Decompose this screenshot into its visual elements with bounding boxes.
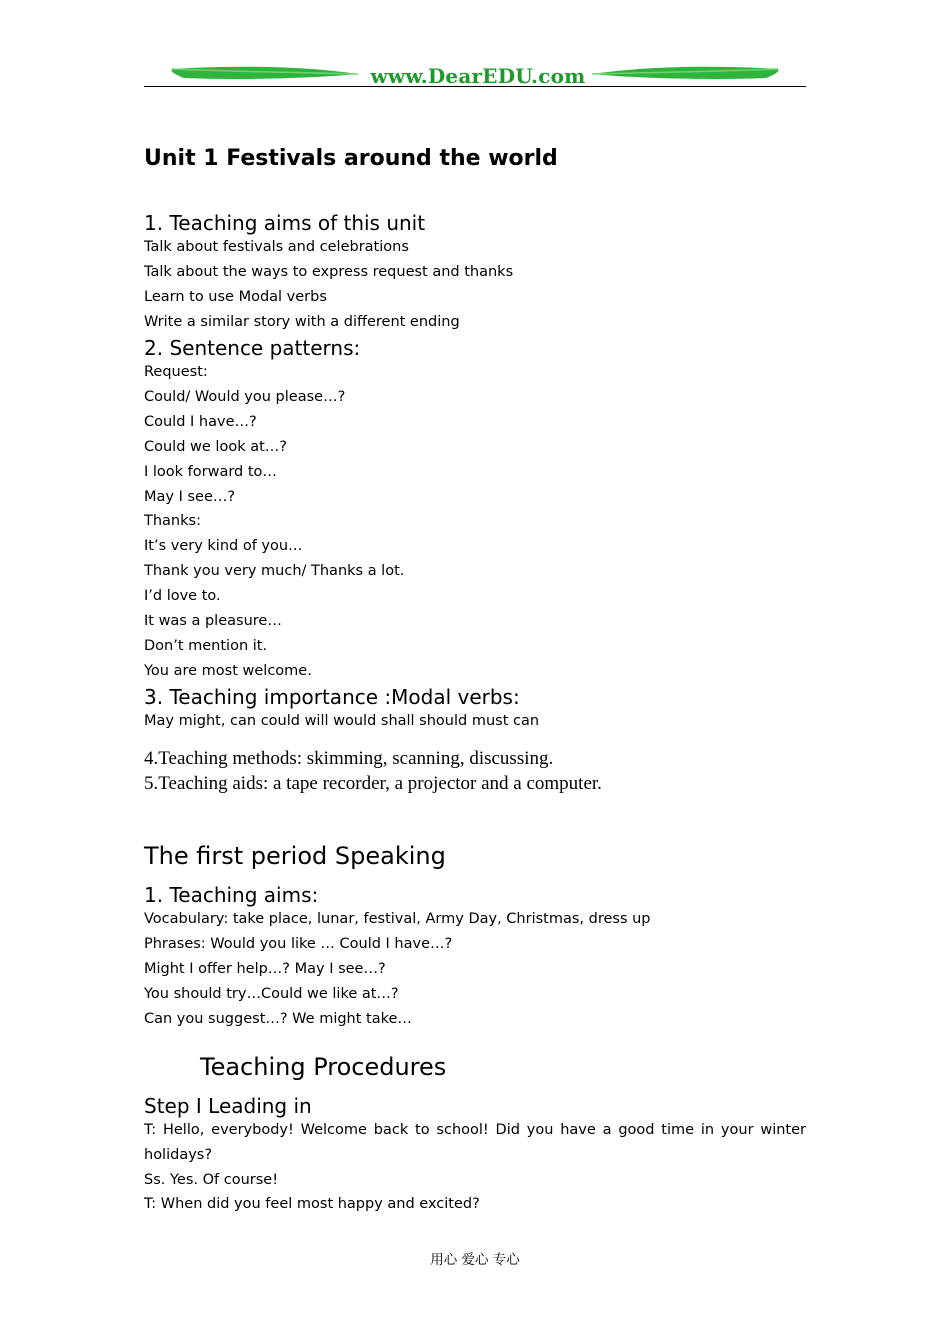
- pattern-item: You are most welcome.: [144, 663, 312, 679]
- aims-item: Talk about festivals and celebrations: [144, 239, 409, 255]
- pattern-item: May I see…?: [144, 489, 236, 505]
- page-footer: 用心 爱心 专心: [430, 1252, 520, 1268]
- aims-item: Write a similar story with a different ending: [144, 314, 460, 330]
- aims-item: Learn to use Modal verbs: [144, 289, 327, 305]
- pattern-item: Could/ Would you please…?: [144, 389, 346, 405]
- teaching-aids: 5.Teaching aids: a tape recorder, a projector and a computer.: [144, 773, 602, 794]
- sentence-patterns-heading: 2. Sentence patterns:: [144, 336, 361, 360]
- header-divider: [144, 86, 806, 87]
- pattern-item: I look forward to…: [144, 464, 277, 480]
- pattern-item: Thank you very much/ Thanks a lot.: [144, 563, 405, 579]
- dialogue-line-continued: holidays?: [144, 1147, 213, 1163]
- pattern-item: Thanks:: [144, 513, 201, 529]
- pattern-item: Could we look at…?: [144, 439, 287, 455]
- period-aims-item: You should try…Could we like at…?: [144, 986, 399, 1002]
- dialogue-line: T: When did you feel most happy and excited?: [144, 1196, 480, 1212]
- procedures-title: Teaching Procedures: [200, 1053, 447, 1081]
- modal-verbs-list: May might, can could will would shall should must can: [144, 713, 540, 729]
- period-title: The first period Speaking: [144, 842, 446, 870]
- teaching-aims-heading: 1. Teaching aims of this unit: [144, 211, 426, 235]
- period-aims-item: Phrases: Would you like … Could I have…?: [144, 936, 453, 952]
- page-header: [144, 62, 806, 88]
- aims-item: Talk about the ways to express request and thanks: [144, 264, 514, 280]
- step-heading: Step I Leading in: [144, 1094, 312, 1118]
- pattern-item: It’s very kind of you…: [144, 538, 303, 554]
- pattern-item: Don’t mention it.: [144, 638, 268, 654]
- pattern-item: I’d love to.: [144, 588, 221, 604]
- site-logo-text: www.DearEDU.com: [370, 64, 586, 88]
- pattern-item: Could I have…?: [144, 414, 257, 430]
- dialogue-line: Ss. Yes. Of course!: [144, 1172, 279, 1188]
- teaching-importance-heading: 3. Teaching importance :Modal verbs:: [144, 685, 520, 709]
- unit-title: Unit 1 Festivals around the world: [144, 146, 558, 171]
- dialogue-line: T: Hello, everybody! Welcome back to school! Did you have a good time in your winter: [144, 1122, 806, 1138]
- period-aims-item: Can you suggest…? We might take…: [144, 1011, 412, 1027]
- pattern-item: Request:: [144, 364, 208, 380]
- teaching-methods: 4.Teaching methods: skimming, scanning, discussing.: [144, 748, 554, 769]
- period-aims-heading: 1. Teaching aims:: [144, 883, 319, 907]
- period-aims-item: Vocabulary: take place, lunar, festival, Army Day, Christmas, dress up: [144, 911, 651, 927]
- period-aims-item: Might I offer help…? May I see…?: [144, 961, 386, 977]
- pattern-item: It was a pleasure…: [144, 613, 282, 629]
